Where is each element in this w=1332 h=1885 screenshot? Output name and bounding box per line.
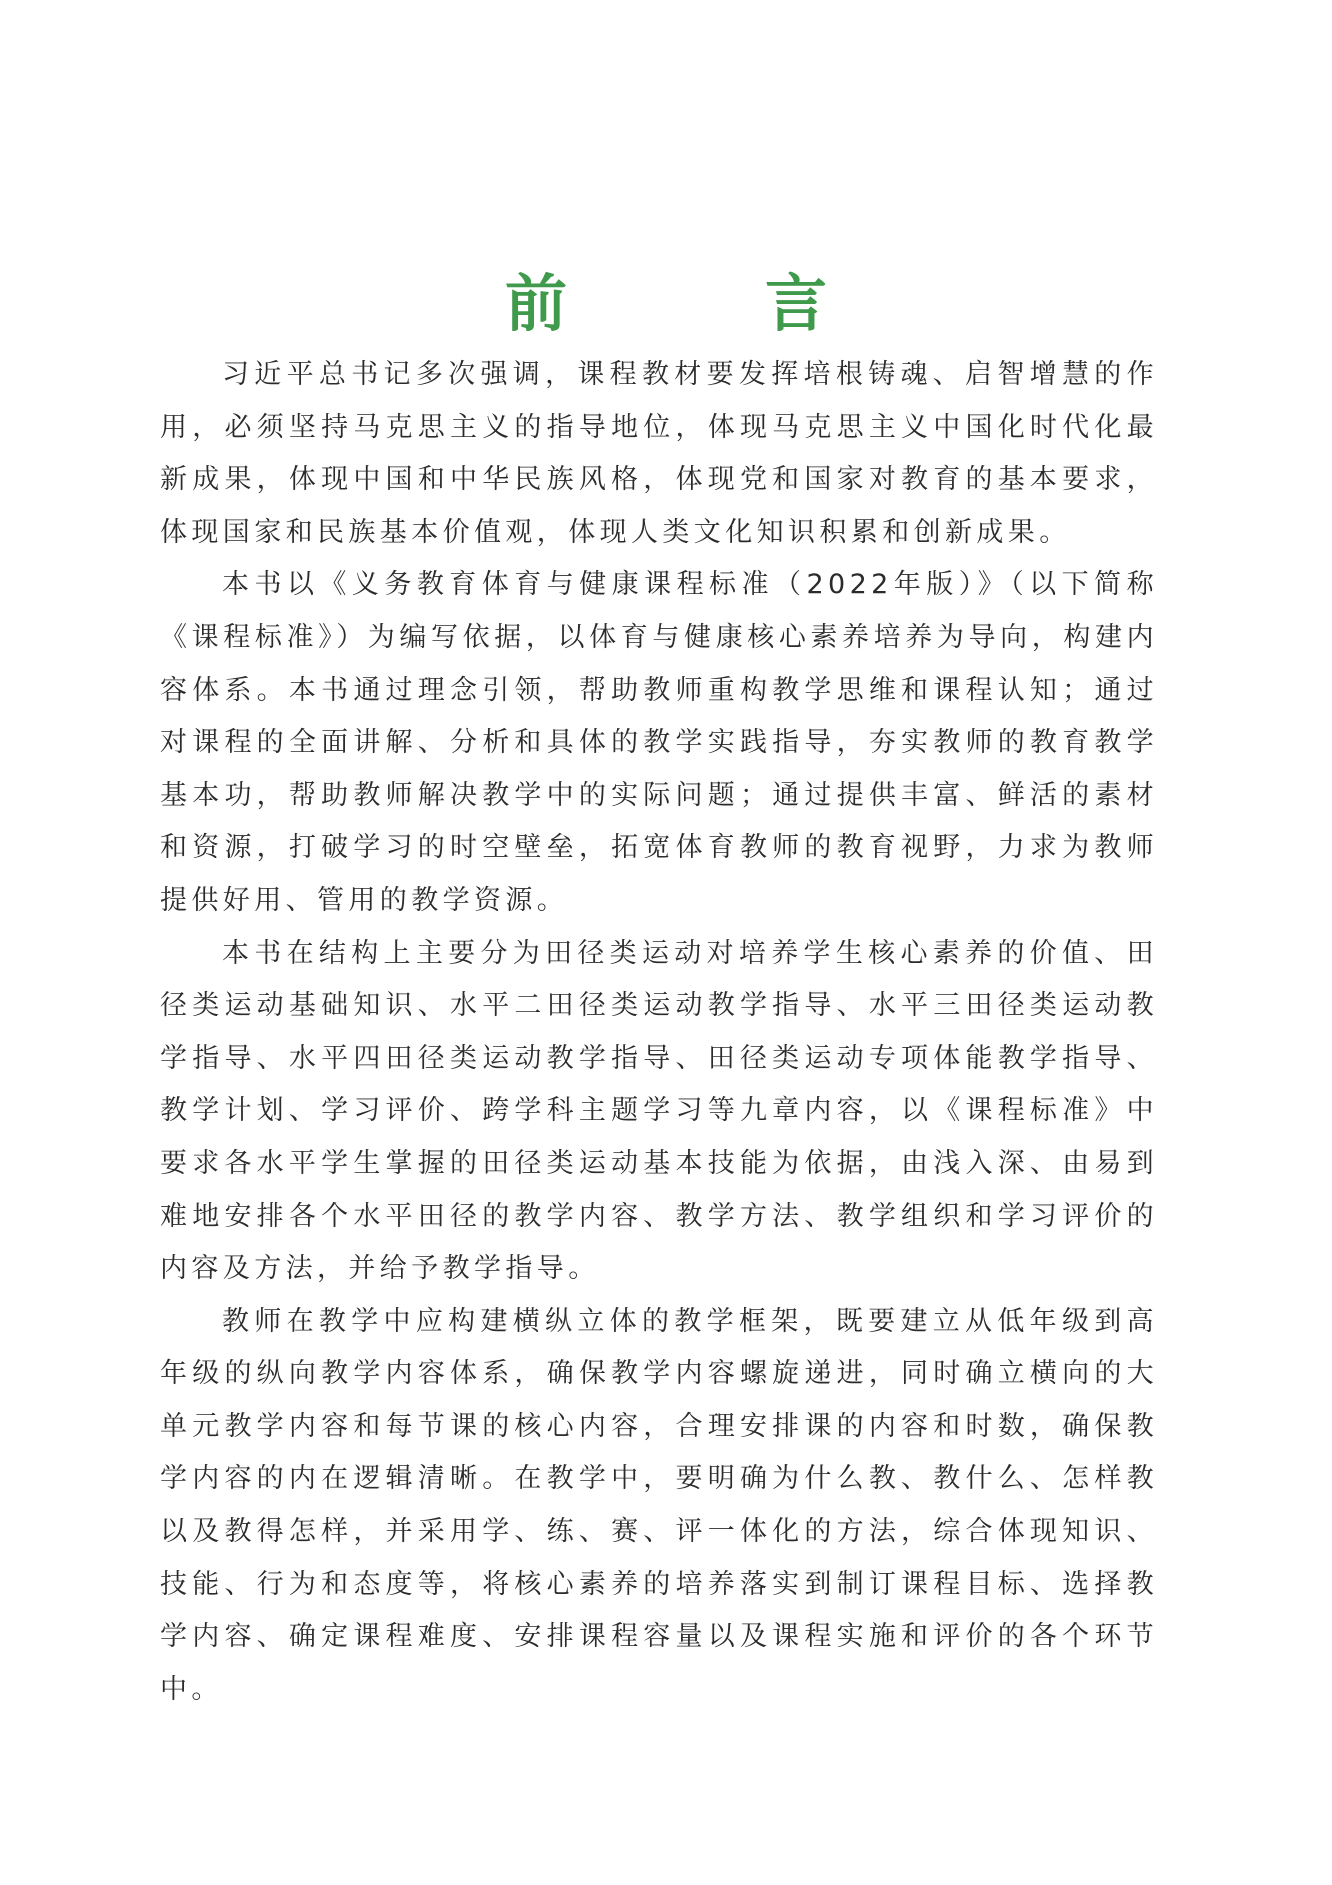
body-text — [160, 349, 1158, 1716]
paragraph-4: 教师在教学中应构建横纵立体的教学框架，既要建立从低年级到高年级的纵向教学内容体系，确保教学内容螺旋递进，同时确立横向的大单元教学内容和每节课的核心内容，合理安排课的内容和时数，确保教学内容的内在逻辑清晰。在教学中，要明确为什么教、教什么、怎样教以及教得怎样，并采用学、练、赛、评一体化的方法，综合体现知识、技能、行为和态度等，将核心素养的培养落实到制订课程目标、选择教学内容、确定课程难度、安排课程容量以及课程实施和评价的各个环节中。 — [160, 1305, 1158, 1705]
page-title: 前 言 — [504, 266, 895, 340]
paragraph-3: 本书在结构上主要分为田径类运动对培养学生核心素养的价值、田径类运动基础知识、水平二田径类运动教学指导、水平三田径类运动教学指导、水平四田径类运动教学指导、田径类运动专项体能教学指导、教学计划、学习评价、跨学科主题学习等九章内容，以《课程标准》中要求各水平学生掌握的田径类运动基本技能为依据，由浅入深、由易到难地安排各个水平田径的教学内容、教学方法、教学组织和学习评价的内容及方法，并给予教学指导。 — [160, 937, 1158, 1285]
paragraph-2: 本书以《义务教育体育与健康课程标准（2022年版）》（以下简称《课程标准》）为编写依据，以体育与健康核心素养培养为导向，构建内容体系。本书通过理念引领，帮助教师重构教学思维和课程认知；通过对课程的全面讲解、分析和具体的教学实践指导，夯实教师的教育教学基本功，帮助教师解决教学中的实际问题；通过提供丰富、鲜活的素材和资源，打破学习的时空壁垒，拓宽体育教师的教育视野，力求为教师提供好用、管用的教学资源。 — [160, 569, 1158, 916]
paragraph-1: 习近平总书记多次强调，课程教材要发挥培根铸魂、启智增慧的作用，必须坚持马克思主义的指导地位，体现马克思主义中国化时代化最新成果，体现中国和中华民族风格，体现党和国家对教育的基本要求，体现国家和民族基本价值观，体现人类文化知识积累和创新成果。 — [160, 359, 1158, 548]
